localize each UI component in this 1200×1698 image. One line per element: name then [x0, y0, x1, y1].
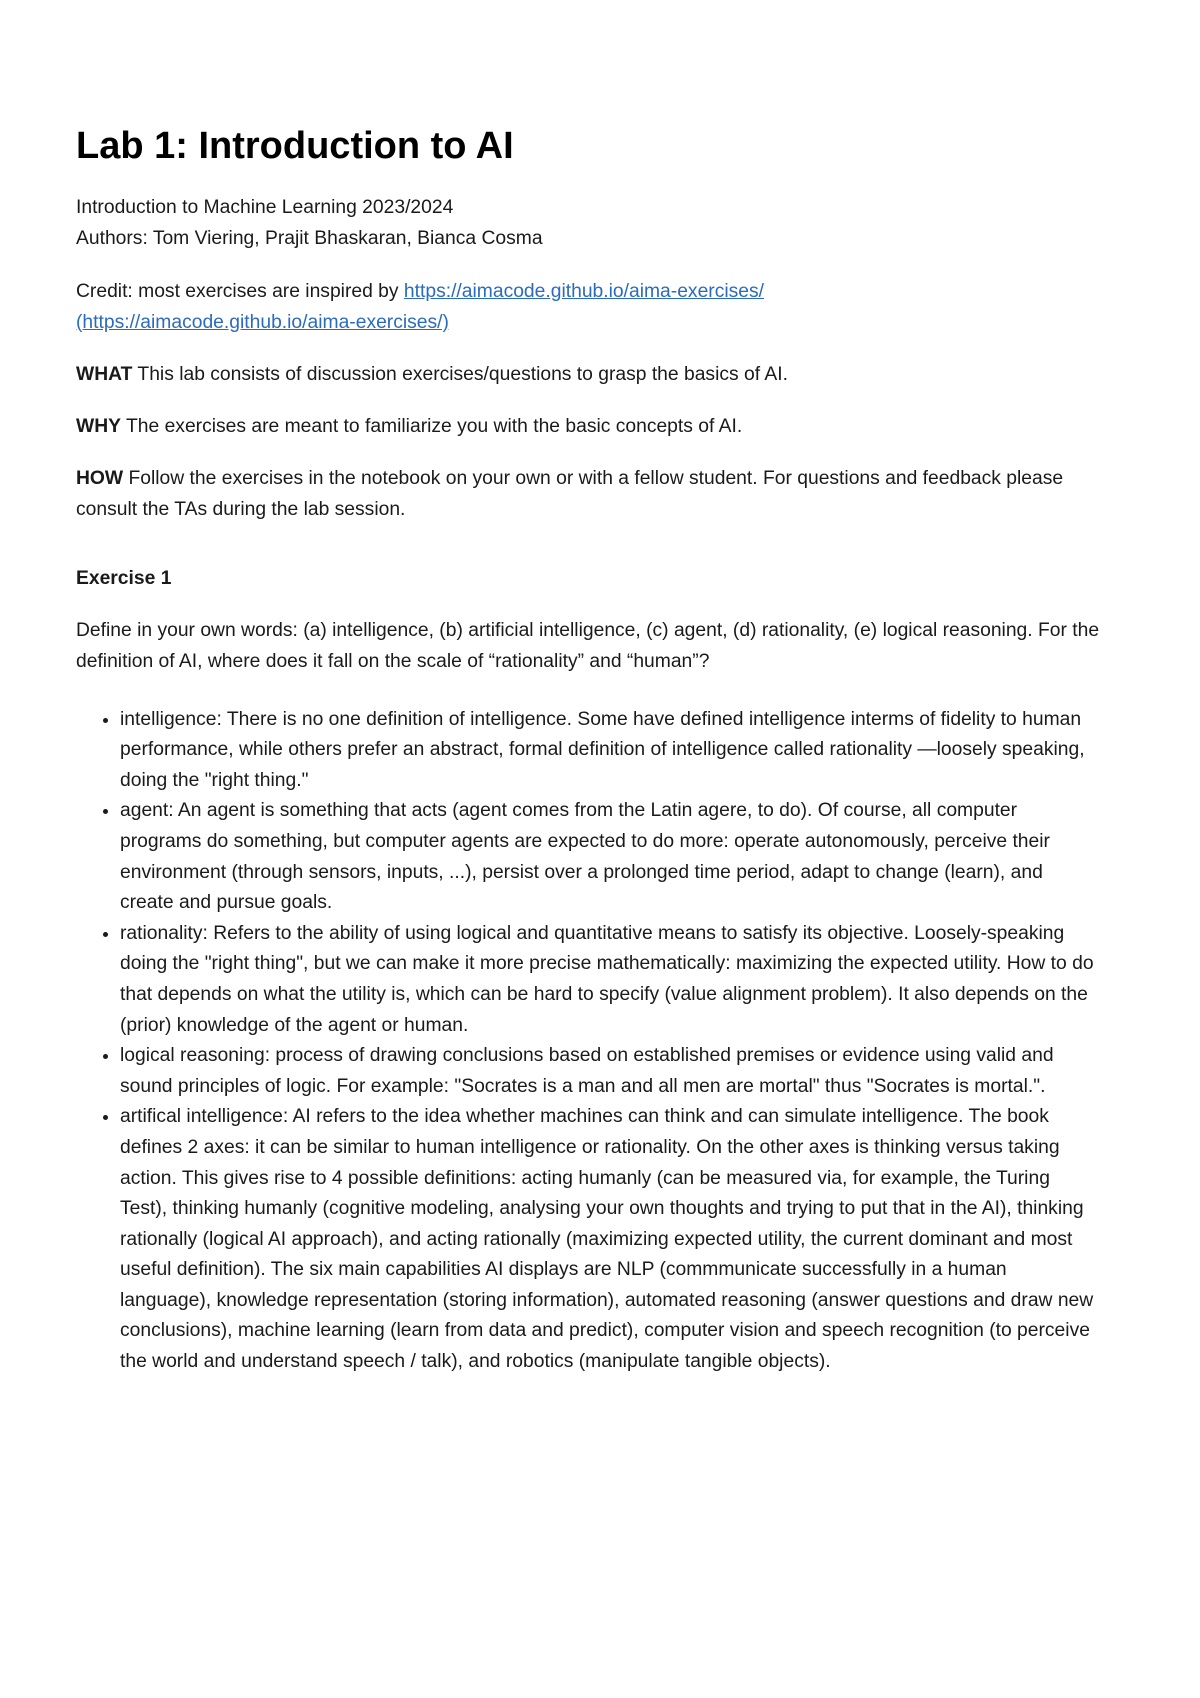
list-item-agent: • agent: An agent is something that acts (agent comes from the Latin agere, to do). Of course, all computer programs do something, but computer agents are expected to do more: operate autonomously, perceive their environment (through sensors, inputs, ...), persist over a prolonged time period, adapt to change (learn), and create and pursue goals.	[120, 796, 1100, 918]
definitions-list	[76, 705, 1100, 1378]
why-label: WHY	[76, 415, 121, 437]
authors-line: Authors: Tom Viering, Prajit Bhaskaran, Bianca Cosma	[76, 227, 543, 249]
credit-prefix: Credit: most exercises are inspired by	[76, 280, 404, 302]
exercise-prompt: Define in your own words: (a) intelligence, (b) artificial intelligence, (c) agent, (d) rationality, (e) logical reasoning. For the definition of AI, where does it fall on the scale of “rationality” and “human”?	[76, 619, 1100, 672]
credit-paragraph	[76, 276, 1100, 338]
how-text: Follow the exercises in the notebook on your own or with a fellow student. For questions and feedback please consult the TAs during the lab session.	[76, 467, 1064, 520]
credit-link-paren[interactable]: (https://aimacode.github.io/aima-exercises/)	[76, 311, 449, 333]
course-line: Introduction to Machine Learning 2023/2024	[76, 196, 454, 218]
list-item-logical-reasoning: • logical reasoning: process of drawing conclusions based on established premises or evidence using valid and sound principles of logic. For example: "Socrates is a man and all men are mortal" thus "Socrates is mortal.".	[120, 1041, 1100, 1102]
why-paragraph	[76, 411, 1100, 442]
how-paragraph	[76, 463, 1100, 525]
spacer	[76, 254, 1100, 276]
credit-link[interactable]: https://aimacode.github.io/aima-exercises/	[403, 280, 764, 302]
exercise-title: Exercise 1	[76, 567, 172, 589]
what-text: This lab consists of discussion exercises/questions to grasp the basics of AI.	[132, 363, 788, 385]
how-label: HOW	[76, 467, 124, 489]
what-label: WHAT	[76, 363, 133, 385]
list-item-intelligence: • intelligence: There is no one definition of intelligence. Some have defined intelligence interms of fidelity to human performance, while others prefer an abstract, formal definition of intelligence called rationality —loosely speaking, doing the "right thing."	[120, 705, 1100, 797]
list-item-rationality: • rationality: Refers to the ability of using logical and quantitative means to satisfy its objective. Loosely-speaking doing the "right thing", but we can make it more precise mathematically: maximizing the expected utility. How to do that depends on what the utility is, which can be hard to specify (value alignment problem). It also depends on the (prior) knowledge of the agent or human.	[120, 919, 1100, 1041]
spacer	[76, 525, 1100, 563]
spacer	[76, 594, 1100, 615]
spacer	[76, 442, 1100, 463]
what-paragraph	[76, 359, 1100, 390]
list-item-artificial-intelligence: • artifical intelligence: AI refers to the idea whether machines can think and can simulate intelligence. The book defines 2 axes: it can be similar to human intelligence or rationality. On the other axes is thinking versus taking action. This gives rise to 4 possible definitions: acting humanly (can be measured via, for example, the Turing Test), thinking humanly (cognitive modeling, analysing your own thoughts and trying to put that in the AI), thinking rationally (logical AI approach), and acting rationally (maximizing expected utility, the current dominant and most useful definition). The six main capabilities AI displays are NLP (commmunicate successfully in a human language), knowledge representation (storing information), automated reasoning (answer questions and draw new conclusions), machine learning (learn from data and predict), computer vision and speech recognition (to perceive the world and understand speech / talk), and robotics (manipulate tangible objects).	[120, 1102, 1100, 1377]
why-text: The exercises are meant to familiarize you with the basic concepts of AI.	[120, 415, 743, 437]
spacer	[76, 338, 1100, 359]
spacer	[76, 390, 1100, 411]
page-title: Lab 1: Introduction to AI	[76, 125, 514, 167]
